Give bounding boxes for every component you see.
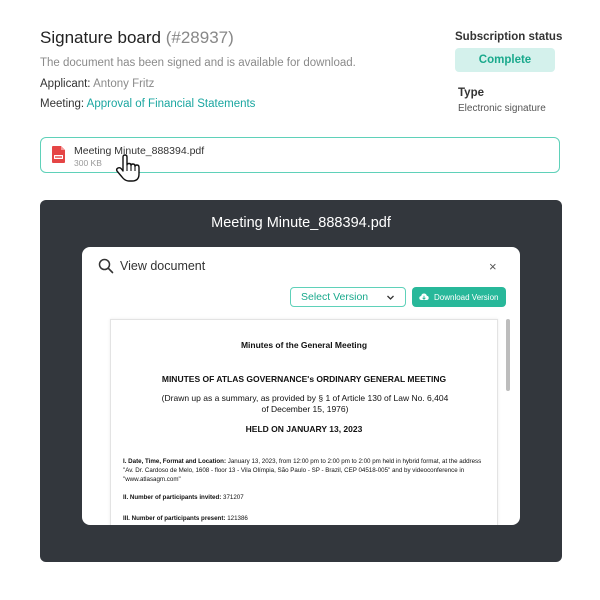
applicant-label: Applicant: [40,78,91,90]
document-heading: Minutes of the General Meeting [240,340,368,350]
document-scrollbar[interactable] [506,319,510,391]
document-summary: (Drawn up as a summary, as provided by § 1 of Article 130 of Law No. 6,404 of December 15, 1976) [161,393,449,414]
meeting-row [40,98,255,110]
status-message: The document has been signed and is available for download. [40,57,356,69]
document-item-2 [123,494,244,501]
document-page [110,319,498,525]
document-item-1 [123,457,489,484]
document-id: (#28937) [165,28,234,47]
document-date-heading: HELD ON JANUARY 13, 2023 [245,424,363,434]
page-title-text: Signature board [40,28,161,47]
preview-title: Meeting Minute_888394.pdf [211,215,391,231]
meeting-label: Meeting: [40,98,85,110]
pdf-file-icon [52,146,65,163]
subscription-status-label: Subscription status [455,31,563,43]
hand-pointer-icon [114,154,144,184]
modal-title: View document [120,259,206,273]
chevron-down-icon [386,293,395,302]
item-3-value: 121386 [225,515,248,522]
search-icon [98,258,114,274]
page-title [40,28,234,48]
document-item-3 [123,515,248,522]
download-version-button[interactable] [412,287,506,307]
file-size: 300 KB [74,158,102,168]
applicant-value: Antony Fritz [93,78,155,90]
cloud-download-icon [419,292,429,302]
document-subheading: MINUTES OF ATLAS GOVERNANCE's ORDINARY GENERAL MEETING [161,374,447,384]
document-preview-panel [40,200,562,562]
meeting-link[interactable]: Approval of Financial Statements [86,98,256,110]
item-1-text: January 13, 2023, from 12:00 pm to 2:00 pm to 2:00 pm held in hybrid format, at the address "Av. Dr. Cardoso de Melo, 1608 - floor 13 - Vila Olímpia, São Paulo - SP - Brazil, CEP 04518-005" and by videoconference in "www.atlasagm.com" [123,458,482,483]
item-2-value: 371207 [221,494,244,501]
close-icon[interactable]: × [489,259,497,274]
select-version-label: Select Version [301,291,369,303]
type-value: Electronic signature [458,103,546,114]
item-1-label: I. Date, Time, Format and Location: [123,458,227,465]
view-document-modal [82,247,520,525]
applicant-row [40,78,154,90]
type-label: Type [458,87,484,99]
file-name: Meeting Minute_888394.pdf [74,145,205,157]
status-badge: Complete [455,48,555,72]
download-version-label: Download Version [434,293,499,302]
item-3-label: III. Number of participants present: [123,515,226,522]
item-2-label: II. Number of participants invited: [123,494,222,501]
select-version-dropdown[interactable] [290,287,406,307]
